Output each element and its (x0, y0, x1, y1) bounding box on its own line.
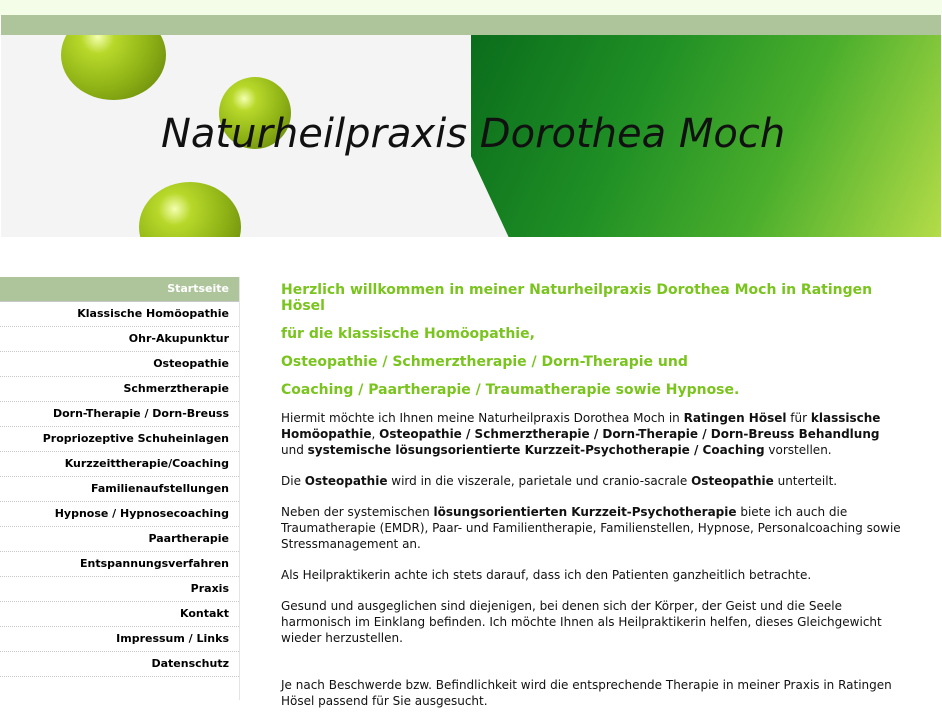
bold-text: klassische Homöopathie (281, 411, 881, 441)
bold-text: systemische lösungsorientierte Kurzzeit-Psychotherapie / Coaching (307, 443, 765, 457)
sidebar-item-osteopathie[interactable]: Osteopathie (0, 352, 239, 377)
header-banner (1, 35, 941, 237)
content-paragraph (281, 677, 906, 709)
welcome-heading: Osteopathie / Schmerztherapie / Dorn-Therapie und (281, 354, 688, 370)
text: Die (281, 474, 305, 488)
bold-text: Osteopathie / Schmerztherapie / Dorn-Therapie / Dorn-Breuss Behandlung (379, 427, 880, 441)
header-bar (1, 15, 941, 35)
sidebar-item-startseite[interactable]: Startseite (0, 277, 239, 302)
text: vorstellen. (764, 443, 832, 457)
text: unterteilt. (773, 474, 838, 488)
sidebar-item-impressum-links[interactable]: Impressum / Links (0, 627, 239, 652)
sidebar-item-entspannungsverfahren[interactable]: Entspannungsverfahren (0, 552, 239, 577)
pea-image (61, 35, 166, 100)
text: biete ich auch die Traumatherapie (EMDR), Paar- und Familientherapie, Familienstellen, Hypnose, Personalcoaching sowie Stressmanagement an. (281, 505, 901, 551)
content-paragraph (281, 567, 906, 583)
main-content (281, 282, 906, 724)
sidebar-item-schmerztherapie[interactable]: Schmerztherapie (0, 377, 239, 402)
bold-text: Ratingen Hösel (683, 411, 787, 425)
welcome-heading: Coaching / Paartherapie / Traumatherapie sowie Hypnose. (281, 382, 740, 398)
sidebar-item-ohr-akupunktur[interactable]: Ohr-Akupunktur (0, 327, 239, 352)
bold-text: lösungsorientierten Kurzzeit-Psychotherapie (433, 505, 737, 519)
sidebar-item-kontakt[interactable]: Kontakt (0, 602, 239, 627)
text: Je nach Beschwerde bzw. Befindlichkeit wird die entsprechende Therapie in meiner Praxis in Ratingen Hösel passend für Sie ausgesucht. (281, 678, 892, 708)
text: für (786, 411, 811, 425)
text: , (371, 427, 380, 441)
sidebar-item-hypnose-hypnosecoaching[interactable]: Hypnose / Hypnosecoaching (0, 502, 239, 527)
bold-text: Osteopathie (691, 474, 774, 488)
welcome-heading: für die klassische Homöopathie, (281, 326, 535, 342)
welcome-heading: Herzlich willkommen in meiner Naturheilpraxis Dorothea Moch in Ratingen Hösel (281, 282, 873, 314)
site-title: Naturheilpraxis Dorothea Moch (161, 111, 786, 157)
sidebar-nav (0, 277, 240, 700)
text: Als Heilpraktikerin achte ich stets darauf, dass ich den Patienten ganzheitlich betrachte. (281, 568, 812, 582)
sidebar-item-datenschutz[interactable]: Datenschutz (0, 652, 239, 677)
text: Hiermit möchte ich Ihnen meine Naturheilpraxis Dorothea Moch in (281, 411, 684, 425)
pea-image (139, 182, 241, 237)
sidebar-item-propriozeptive-schuheinlagen[interactable]: Propriozeptive Schuheinlagen (0, 427, 239, 452)
sidebar-item-paartherapie[interactable]: Paartherapie (0, 527, 239, 552)
sidebar-item-praxis[interactable]: Praxis (0, 577, 239, 602)
text: Gesund und ausgeglichen sind diejenigen, bei denen sich der Körper, der Geist und die Seele harmonisch im Einklang befinden. Ich möchte Ihnen als Heilpraktikerin helfen, dieses Gleichgewicht wieder herzustellen. (281, 599, 882, 645)
sidebar-item-kurzzeittherapie-coaching[interactable]: Kurzzeittherapie/Coaching (0, 452, 239, 477)
sidebar-item-dorn-therapie-dorn-breuss[interactable]: Dorn-Therapie / Dorn-Breuss (0, 402, 239, 427)
text: und (281, 443, 308, 457)
text: Neben der systemischen (281, 505, 434, 519)
content-paragraph (281, 598, 906, 646)
content-paragraph (281, 473, 906, 489)
sidebar-item-klassische-homöopathie[interactable]: Klassische Homöopathie (0, 302, 239, 327)
content-paragraph (281, 504, 906, 552)
text: wird in die viszerale, parietale und cranio-sacrale (387, 474, 692, 488)
content-paragraph (281, 410, 906, 458)
bold-text: Osteopathie (304, 474, 388, 488)
top-strip (0, 0, 942, 15)
sidebar-item-familienaufstellungen[interactable]: Familienaufstellungen (0, 477, 239, 502)
